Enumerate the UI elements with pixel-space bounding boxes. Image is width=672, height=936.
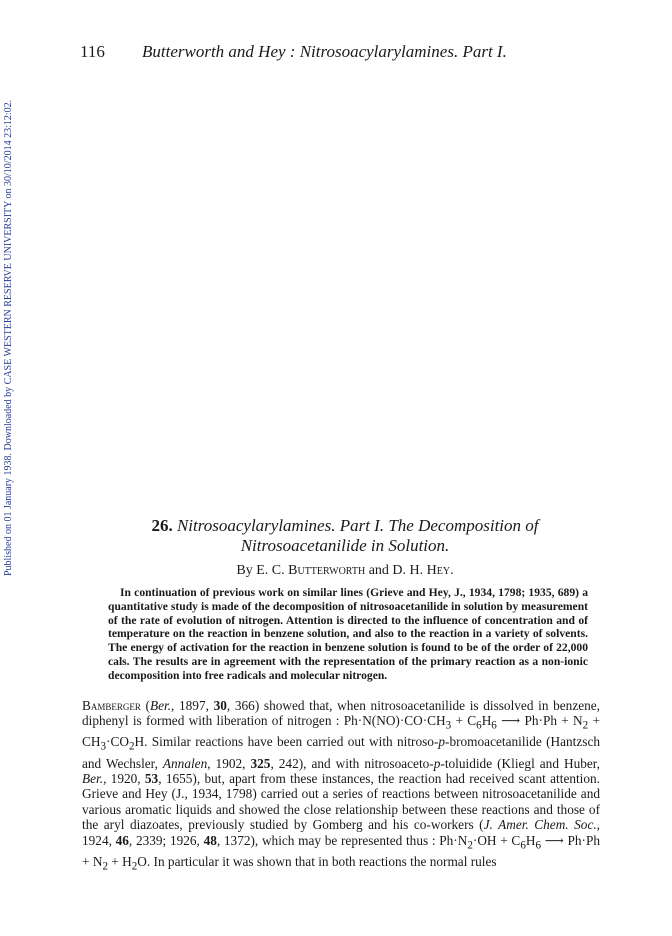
body-run: ⟶ Ph·Ph + N: [82, 832, 601, 869]
title-line-1: Nitrosoacylarylamines. Part I. The Decomposition of: [176, 516, 539, 535]
article-authors: [110, 563, 580, 579]
italic-prefix: p: [433, 755, 441, 771]
subscript: 2: [128, 741, 135, 754]
body-paragraph: [82, 698, 600, 875]
subscript: 6: [535, 839, 542, 852]
abstract: In continuation of previous work on similar lines (Grieve and Hey, J., 1934, 1798; 1935, 689) a quantitative study is made of the decomposition of nitrosoacetanilide in solution by measurement of the rate of evolution of nitrogen. Attention is directed to the influence of concentration and of temperature on the reaction in benzene solution, and also to the reaction in a variety of solvents. The energy of activation for the reaction in benzene solution is found to be of the order of 22,000 cals. The results are in agreement with the representation of the primary reaction as a non-ionic decomposition into free radicals and molecular nitrogen.: [108, 586, 588, 682]
body-run: -bromoacetanilide (Hantzsch and Wechsler,: [82, 734, 600, 771]
journal-ref: J. Amer. Chem. Soc.: [483, 817, 597, 833]
body-run: + H: [107, 853, 132, 869]
body-run: ⟶ Ph·Ph + N: [496, 713, 583, 729]
author-hey: Hey.: [426, 563, 454, 578]
body-run: , 1372), which may be represented thus : Ph·N: [216, 832, 468, 848]
volume-number: 325: [250, 755, 271, 771]
body-run: , 1924,: [82, 817, 600, 848]
body-run: , 1897,: [171, 698, 214, 713]
subscript: 2: [467, 839, 473, 852]
body-run: , 2339; 1926,: [128, 832, 204, 848]
volume-number: 48: [203, 832, 217, 848]
body-run: ·OH + C: [472, 832, 521, 848]
subscript: 2: [102, 860, 108, 873]
subscript: 6: [491, 720, 497, 733]
body-run: , 1655), but, apart from these instances, the reaction had received scant attention. Grieve and Hey (J., 1934, 1798) carried out a series of reactions between nitrosoacetanilide and various aromatic liquids and showed the close relationship between these reactions and those of the aryl diazoates, previously studied by Gomberg and his co-workers (: [82, 770, 600, 833]
body-run: O. In particular it was shown that in both reactions the normal rules: [137, 853, 497, 869]
body-run: H: [481, 713, 492, 729]
author-butterworth: Butterworth: [288, 563, 366, 578]
title-line-2: Nitrosoacetanilide in Solution.: [240, 536, 450, 555]
body-run: , 242), and with nitrosoaceto-: [270, 755, 434, 771]
subscript: 2: [582, 720, 589, 733]
subscript: 2: [131, 860, 138, 873]
volume-number: 53: [144, 770, 159, 786]
page-number: 116: [80, 42, 105, 61]
article-number: 26.: [151, 516, 173, 535]
lead-name: Bamberger: [82, 698, 141, 713]
italic-prefix: p: [438, 734, 446, 750]
subscript: 3: [100, 741, 107, 754]
body-run: H: [525, 832, 536, 848]
body-run: -toluidide (Kliegl and Huber,: [440, 755, 600, 771]
journal-ref: Annalen: [162, 755, 208, 771]
body-run: + C: [451, 713, 477, 729]
authors-prefix: By E. C.: [236, 563, 285, 578]
volume-number: 30: [213, 698, 227, 713]
body-run: + CH: [82, 713, 600, 750]
subscript: 6: [476, 720, 482, 733]
body-run: H. Similar reactions have been carried out with nitroso-: [134, 734, 439, 750]
authors-join: and D. H.: [368, 563, 424, 578]
subscript: 6: [520, 839, 526, 852]
volume-number: 46: [115, 832, 129, 848]
body-run: , 366) showed that, when nitrosoacetanilide is dissolved in benzene, diphenyl is formed with liberation of nitrogen : Ph·N(NO)·CO·CH: [82, 698, 601, 729]
download-watermark: Published on 01 January 1938. Downloaded by CASE WESTERN RESERVE UNIVERSITY on 30/10/2014 23:12:02.: [3, 99, 14, 577]
body-run: , 1920,: [103, 770, 145, 786]
running-title: Butterworth and Hey : Nitrosoacylarylamines. Part I.: [142, 42, 507, 61]
body-run: (: [140, 698, 150, 713]
body-run: ·CO: [106, 734, 129, 750]
article-title: [110, 516, 580, 556]
body-run: , 1902,: [207, 755, 251, 771]
journal-ref: Ber.: [82, 770, 104, 786]
subscript: 3: [445, 720, 452, 733]
journal-ref: Ber.: [149, 698, 172, 713]
page-header: [80, 42, 600, 62]
